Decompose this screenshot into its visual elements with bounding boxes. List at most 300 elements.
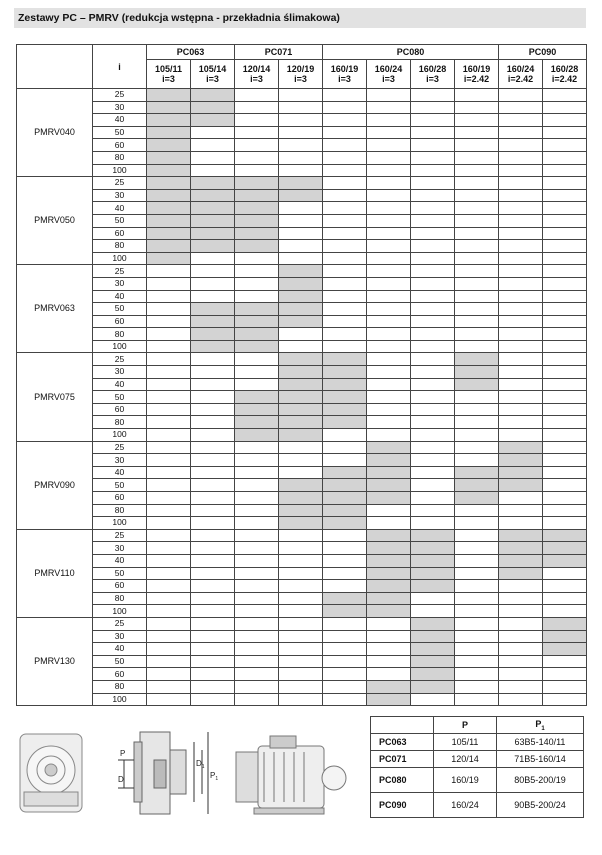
empty-cell [323,227,367,240]
empty-cell [279,693,323,706]
ratio-cell: 60 [93,139,147,152]
ratio-cell: 50 [93,126,147,139]
empty-cell [455,202,499,215]
table-row [17,277,587,290]
ratio-cell: 30 [93,454,147,467]
table-row [17,416,587,429]
available-cell [411,617,455,630]
header-col: 160/19 i=2.42 [455,60,499,89]
available-cell [367,454,411,467]
empty-cell [279,340,323,353]
available-cell [147,177,191,190]
empty-cell [499,655,543,668]
empty-cell [499,340,543,353]
available-cell [367,592,411,605]
empty-cell [455,240,499,253]
empty-cell [279,240,323,253]
available-cell [235,240,279,253]
ratio-cell: 60 [93,315,147,328]
model-cell: PMRV075 [17,353,93,441]
available-cell [323,366,367,379]
empty-cell [367,240,411,253]
table-row [17,139,587,152]
available-cell [147,189,191,202]
empty-cell [543,328,587,341]
available-cell [323,378,367,391]
available-cell [411,655,455,668]
empty-cell [235,353,279,366]
table-row [17,353,587,366]
empty-cell [279,441,323,454]
empty-cell [367,139,411,152]
ratio-cell: 80 [93,504,147,517]
ratio-cell: 40 [93,554,147,567]
empty-cell [411,378,455,391]
ratio-cell: 60 [93,492,147,505]
empty-cell [191,693,235,706]
empty-cell [455,189,499,202]
ratio-cell: 25 [93,265,147,278]
empty-cell [411,328,455,341]
empty-cell [235,114,279,127]
empty-cell [147,290,191,303]
available-cell [323,353,367,366]
empty-cell [543,101,587,114]
available-cell [367,441,411,454]
ratio-cell: 60 [93,227,147,240]
empty-cell [455,391,499,404]
empty-cell [411,693,455,706]
available-cell [147,151,191,164]
empty-cell [235,655,279,668]
table-row [17,466,587,479]
available-cell [235,340,279,353]
empty-cell [323,265,367,278]
empty-cell [235,454,279,467]
available-cell [499,542,543,555]
empty-cell [411,139,455,152]
empty-cell [147,353,191,366]
dims-label: PC063 [371,734,434,751]
available-cell [191,340,235,353]
empty-cell [323,693,367,706]
empty-cell [543,290,587,303]
empty-cell [543,479,587,492]
available-cell [323,517,367,530]
empty-cell [323,189,367,202]
dim-d-label: D [118,775,124,784]
empty-cell [543,277,587,290]
empty-cell [191,643,235,656]
header-group-pc071: PC071 [235,45,323,60]
available-cell [147,101,191,114]
empty-cell [411,202,455,215]
dims-label: PC071 [371,751,434,768]
empty-cell [543,517,587,530]
empty-cell [455,403,499,416]
empty-cell [235,378,279,391]
empty-cell [543,441,587,454]
header-col: 105/14 i=3 [191,60,235,89]
ratio-cell: 25 [93,529,147,542]
table-row [17,151,587,164]
empty-cell [279,680,323,693]
dims-p1: 71B5-160/14 [497,751,584,768]
table-row [17,479,587,492]
empty-cell [455,315,499,328]
empty-cell [499,214,543,227]
empty-cell [411,89,455,102]
empty-cell [499,504,543,517]
available-cell [279,429,323,442]
empty-cell [367,114,411,127]
empty-cell [279,227,323,240]
available-cell [279,265,323,278]
empty-cell [411,227,455,240]
available-cell [367,554,411,567]
empty-cell [455,504,499,517]
empty-cell [279,617,323,630]
available-cell [279,189,323,202]
empty-cell [147,580,191,593]
dims-p1: 63B5-140/11 [497,734,584,751]
table-row [17,617,587,630]
empty-cell [235,567,279,580]
empty-cell [279,214,323,227]
empty-cell [499,617,543,630]
table-row [17,303,587,316]
empty-cell [455,89,499,102]
available-cell [499,567,543,580]
empty-cell [235,592,279,605]
available-cell [279,277,323,290]
empty-cell [235,366,279,379]
empty-cell [411,416,455,429]
available-cell [147,139,191,152]
available-cell [323,403,367,416]
empty-cell [367,366,411,379]
empty-cell [499,605,543,618]
empty-cell [147,567,191,580]
empty-cell [499,177,543,190]
empty-cell [147,340,191,353]
available-cell [411,567,455,580]
available-cell [499,466,543,479]
available-cell [147,126,191,139]
table-row [17,542,587,555]
ratio-cell: 100 [93,693,147,706]
empty-cell [191,454,235,467]
empty-cell [499,366,543,379]
available-cell [147,240,191,253]
empty-cell [543,567,587,580]
empty-cell [147,492,191,505]
empty-cell [235,139,279,152]
empty-cell [191,139,235,152]
ratio-cell: 40 [93,466,147,479]
empty-cell [411,164,455,177]
empty-cell [279,151,323,164]
available-cell [367,605,411,618]
empty-cell [411,189,455,202]
empty-cell [499,517,543,530]
empty-cell [279,554,323,567]
available-cell [367,567,411,580]
gearbox-front-view [20,734,82,812]
empty-cell [279,542,323,555]
empty-cell [411,492,455,505]
empty-cell [147,680,191,693]
empty-cell [147,643,191,656]
empty-cell [147,504,191,517]
empty-cell [411,605,455,618]
empty-cell [455,252,499,265]
empty-cell [367,101,411,114]
empty-cell [543,592,587,605]
title-bold: Zestawy PC – PMRV [18,12,119,24]
empty-cell [411,177,455,190]
ratio-cell: 100 [93,340,147,353]
table-row [17,693,587,706]
header-col: 160/28 i=3 [411,60,455,89]
available-cell [323,416,367,429]
empty-cell [191,655,235,668]
empty-cell [191,429,235,442]
empty-cell [279,139,323,152]
empty-cell [367,504,411,517]
model-cell: PMRV040 [17,89,93,177]
dims-p: 120/14 [434,751,497,768]
empty-cell [279,252,323,265]
ratio-cell: 100 [93,252,147,265]
ratio-cell: 25 [93,89,147,102]
ratio-cell: 60 [93,668,147,681]
empty-cell [323,290,367,303]
available-cell [279,366,323,379]
available-cell [279,353,323,366]
empty-cell [235,542,279,555]
empty-cell [279,101,323,114]
empty-cell [543,366,587,379]
available-cell [455,353,499,366]
empty-cell [367,517,411,530]
empty-cell [235,441,279,454]
empty-cell [411,151,455,164]
ratio-cell: 100 [93,517,147,530]
empty-cell [235,529,279,542]
ratio-cell: 100 [93,429,147,442]
empty-cell [367,277,411,290]
empty-cell [543,378,587,391]
empty-cell [323,202,367,215]
compatibility-table [16,44,587,706]
empty-cell [455,277,499,290]
ratio-cell: 80 [93,416,147,429]
empty-cell [499,126,543,139]
empty-cell [323,668,367,681]
empty-cell [147,668,191,681]
empty-cell [499,429,543,442]
empty-cell [323,680,367,693]
empty-cell [499,592,543,605]
available-cell [367,580,411,593]
empty-cell [191,504,235,517]
available-cell [279,479,323,492]
empty-cell [367,189,411,202]
empty-cell [323,315,367,328]
available-cell [235,214,279,227]
empty-cell [279,605,323,618]
empty-cell [543,315,587,328]
empty-cell [191,416,235,429]
empty-cell [235,89,279,102]
table-row [17,517,587,530]
available-cell [191,89,235,102]
available-cell [367,529,411,542]
available-cell [411,529,455,542]
available-cell [499,454,543,467]
empty-cell [191,680,235,693]
empty-cell [499,114,543,127]
dims-p1: 90B5-200/24 [497,793,584,818]
available-cell [455,492,499,505]
ratio-cell: 100 [93,605,147,618]
empty-cell [147,328,191,341]
empty-cell [367,668,411,681]
empty-cell [455,605,499,618]
empty-cell [147,378,191,391]
empty-cell [543,429,587,442]
empty-cell [455,693,499,706]
empty-cell [455,454,499,467]
empty-cell [543,391,587,404]
ratio-cell: 40 [93,290,147,303]
empty-cell [499,265,543,278]
empty-cell [499,252,543,265]
available-cell [147,214,191,227]
empty-cell [367,303,411,316]
empty-cell [147,693,191,706]
ratio-cell: 30 [93,189,147,202]
table-row [17,592,587,605]
table-row [17,668,587,681]
empty-cell [367,151,411,164]
empty-cell [411,340,455,353]
ratio-cell: 30 [93,277,147,290]
header-col: 160/28 i=2.42 [543,60,587,89]
empty-cell [455,542,499,555]
empty-cell [323,303,367,316]
available-cell [235,227,279,240]
empty-cell [367,617,411,630]
empty-cell [191,353,235,366]
available-cell [543,554,587,567]
ratio-cell: 50 [93,479,147,492]
ratio-cell: 50 [93,303,147,316]
available-cell [367,693,411,706]
empty-cell [543,492,587,505]
table-row [17,315,587,328]
empty-cell [367,252,411,265]
empty-cell [279,328,323,341]
available-cell [191,101,235,114]
available-cell [279,517,323,530]
empty-cell [235,580,279,593]
table-row [17,454,587,467]
table-row [17,554,587,567]
available-cell [455,479,499,492]
empty-cell [411,290,455,303]
empty-cell [191,492,235,505]
table-row [17,441,587,454]
empty-cell [455,554,499,567]
ratio-cell: 30 [93,366,147,379]
empty-cell [411,391,455,404]
ratio-cell: 50 [93,567,147,580]
empty-cell [147,517,191,530]
empty-cell [543,303,587,316]
empty-cell [543,240,587,253]
available-cell [455,466,499,479]
ratio-cell: 25 [93,441,147,454]
ratio-cell: 30 [93,542,147,555]
available-cell [411,554,455,567]
empty-cell [543,416,587,429]
empty-cell [367,416,411,429]
empty-cell [499,328,543,341]
empty-cell [235,517,279,530]
ratio-cell: 60 [93,403,147,416]
available-cell [235,429,279,442]
gearbox-drawing [18,722,348,822]
available-cell [411,643,455,656]
empty-cell [191,529,235,542]
empty-cell [411,366,455,379]
empty-cell [235,265,279,278]
ratio-cell: 100 [93,164,147,177]
empty-cell [147,265,191,278]
available-cell [411,580,455,593]
empty-cell [147,617,191,630]
empty-cell [323,630,367,643]
empty-cell [411,403,455,416]
empty-cell [191,580,235,593]
table-row [17,492,587,505]
empty-cell [323,429,367,442]
empty-cell [279,643,323,656]
available-cell [323,592,367,605]
available-cell [235,202,279,215]
table-row [17,214,587,227]
available-cell [191,202,235,215]
page-title [14,8,586,28]
empty-cell [411,277,455,290]
ratio-cell: 40 [93,114,147,127]
empty-cell [499,315,543,328]
available-cell [367,492,411,505]
empty-cell [279,466,323,479]
empty-cell [235,277,279,290]
empty-cell [499,139,543,152]
dim-p1-label: $P_1$ [210,771,219,782]
dims-row [371,734,584,751]
empty-cell [147,630,191,643]
empty-cell [323,655,367,668]
empty-cell [543,227,587,240]
empty-cell [455,668,499,681]
empty-cell [499,353,543,366]
available-cell [191,114,235,127]
